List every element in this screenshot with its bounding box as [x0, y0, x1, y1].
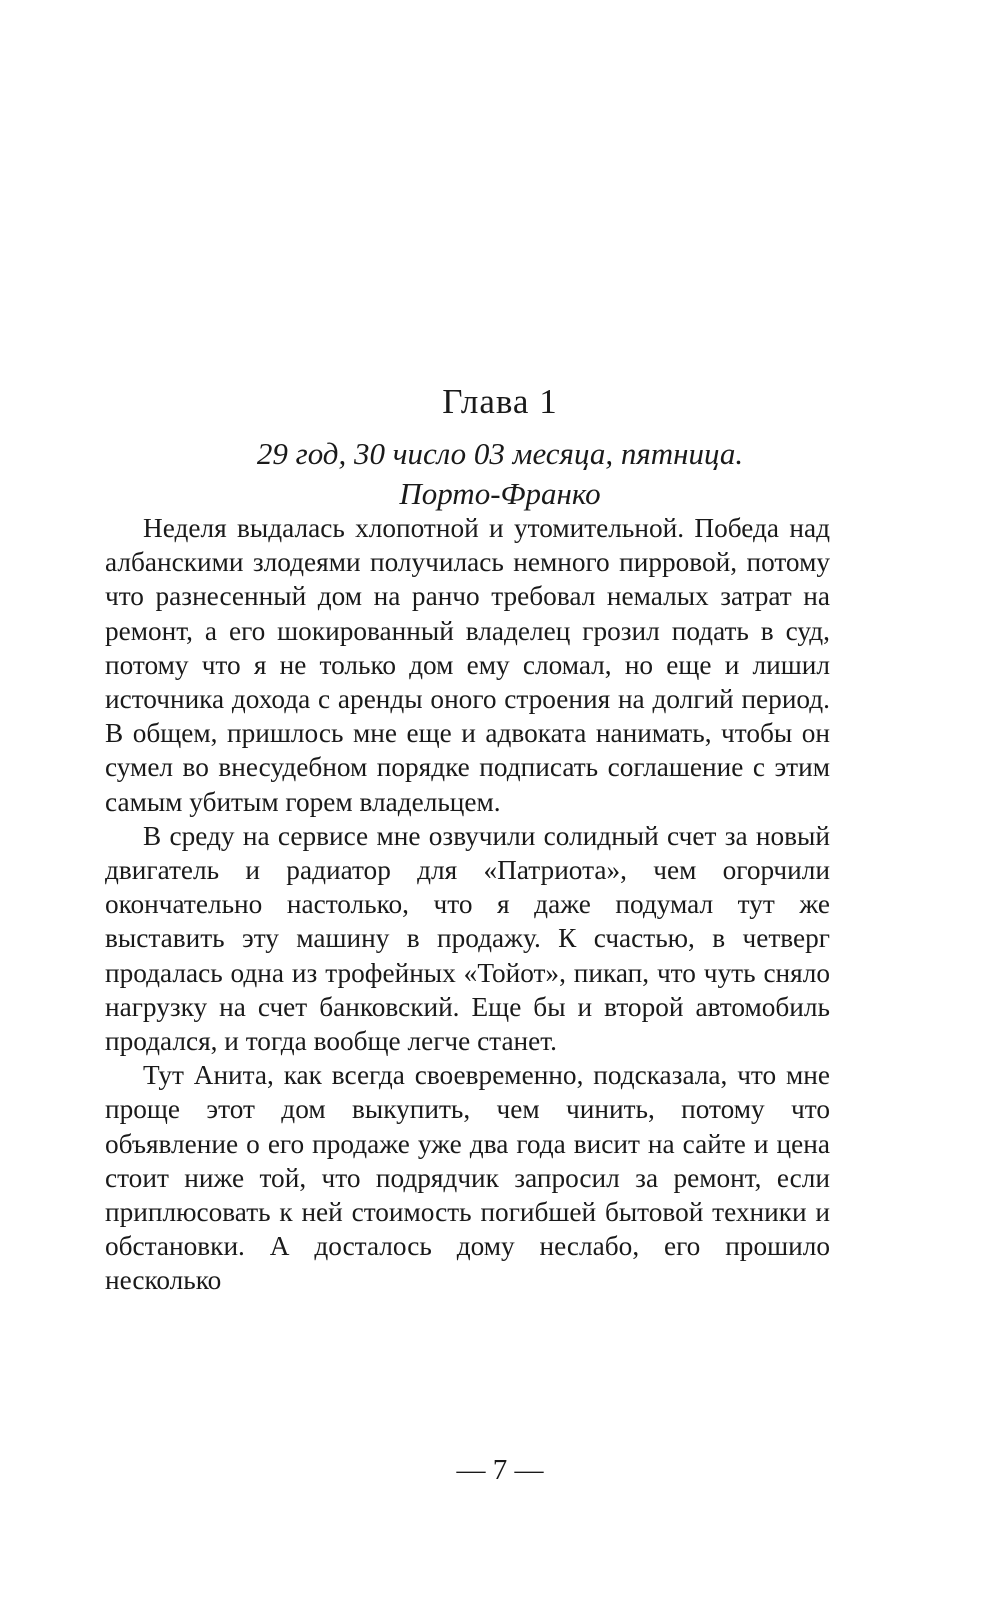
page-number: — 7 — — [456, 1454, 544, 1486]
body-text — [105, 511, 830, 1298]
paragraph: Тут Анита, как всегда своевременно, подсказала, что мне проще этот дом выкупить, чем чинить, потому что объявление о его продаже уже два года висит на сайте и цена стоит ниже той, что подрядчик запросил за ремонт, если приплюсовать к ней стоимость погибшей бытовой техники и обстановки. А досталось дому неслабо, его прошило несколько — [105, 1060, 830, 1296]
chapter-title: Глава 1 — [442, 382, 558, 421]
chapter-subtitle — [0, 434, 1000, 514]
paragraph: В среду на сервисе мне озвучили солидный счет за новый двигатель и радиатор для «Патриота», чем огорчили окончательно настолько, что я даже подумал тут же выставить эту машину в продажу. К счастью, в четверг продалась одна из трофейных «Тойот», пикап, что чуть сняло нагрузку на счет банковский. Еще бы и второй автомобиль продался, и тогда вообще легче станет. — [105, 820, 830, 1057]
paragraph: Неделя выдалась хлопотной и утомительной. Победа над албанскими злодеями получилась немного пирровой, потому что разнесенный дом на ранчо требовал немалых затрат на ремонт, а его шокированный владелец грозил подать в суд, потому что я не только дом ему сломал, но еще и лишил источника дохода с аренды оного строения на долгий период. В общем, пришлось мне еще и адвоката нанимать, чтобы он сумел во внесудебном порядке подписать соглашение с этим самым убитым горем владельцем. — [105, 513, 830, 817]
subtitle-date-line: 29 год, 30 число 03 месяца, пятница. — [256, 436, 744, 471]
subtitle-place-line: Порто-Франко — [399, 476, 601, 511]
